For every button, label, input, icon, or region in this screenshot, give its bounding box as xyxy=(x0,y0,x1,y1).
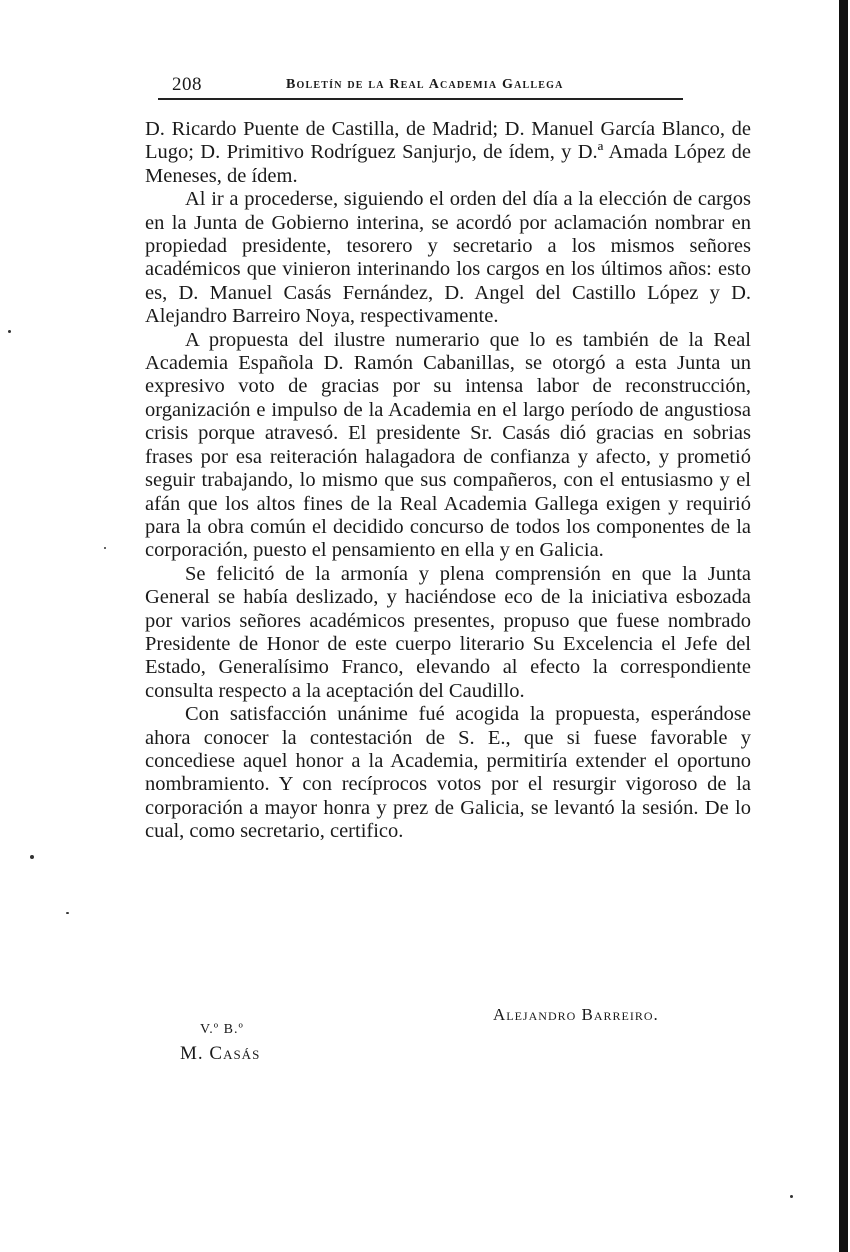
scan-speck xyxy=(790,1195,793,1198)
running-header xyxy=(155,70,755,100)
paragraph: A propuesta del ilustre numerario que lo es también de la Real Academia Española D. Ramón Cabanillas, se otorgó a esta Junta un expresivo voto de gracias por su intensa labor de reconstrucción, organización e impulso de la Academia en el largo período de angustiosa crisis porque atravesó. El presidente Sr. Casás dió gracias en sobrias frases por esa reiteración halagadora de confianza y afecto, y prometió seguir trabajando, lo mismo que sus compañeros, con el entusiasmo y el afán que los altos fines de la Real Academia Gallega exigen y requirió para la obra común el decidido concurso de todos los componentes de la corporación, puesto el pensamiento en ella y en Galicia. xyxy=(145,328,751,562)
scan-speck xyxy=(30,855,34,859)
secretary-signature: Alejandro Barreiro. xyxy=(493,1005,659,1024)
scan-speck xyxy=(8,330,11,333)
visto-bueno: V.º B.º xyxy=(200,1022,244,1037)
journal-title: Boletín de la Real Academia Gallega xyxy=(286,77,564,92)
scan-speck xyxy=(66,912,69,914)
header-rule xyxy=(158,98,683,100)
page-number: 208 xyxy=(172,74,202,95)
scan-speck xyxy=(104,547,106,549)
body-text xyxy=(145,118,751,844)
president-signature: M. Casás xyxy=(180,1043,261,1064)
paragraph: Se felicitó de la armonía y plena comprensión en que la Junta General se había deslizado, y haciéndose eco de la iniciativa esbozada por varios señores académicos presentes, propuso que fuese nombrado Presidente de Honor de este cuerpo literario Su Excelencia el Jefe del Estado, Generalísimo Franco, elevando al efecto la correspondiente consulta respecto a la aceptación del Caudillo. xyxy=(145,562,751,702)
page-edge-shadow xyxy=(839,0,848,1252)
paragraph: Al ir a procederse, siguiendo el orden del día a la elección de cargos en la Junta de Gobierno interina, se acordó por aclamación nombrar en propiedad presidente, tesorero y secretario a los mismos señores académicos que vinieron interinando los cargos en los últimos años: esto es, D. Manuel Casás Fernández, D. Angel del Castillo López y D. Alejandro Barreiro Noya, respectivamente. xyxy=(145,188,751,328)
paragraph: Con satisfacción unánime fué acogida la propuesta, esperándose ahora conocer la contestación de S. E., que si fuese favorable y concediese aquel honor a la Academia, permitiría extender el oportuno nombramiento. Y con recíprocos votos por el resurgir vigoroso de la corporación a mayor honra y prez de Galicia, se levantó la sesión. De lo cual, como secretario, certifico. xyxy=(145,703,751,843)
paragraph: D. Ricardo Puente de Castilla, de Madrid; D. Manuel García Blanco, de Lugo; D. Primitivo Rodríguez Sanjurjo, de ídem, y D.ª Amada López de Meneses, de ídem. xyxy=(145,118,751,187)
